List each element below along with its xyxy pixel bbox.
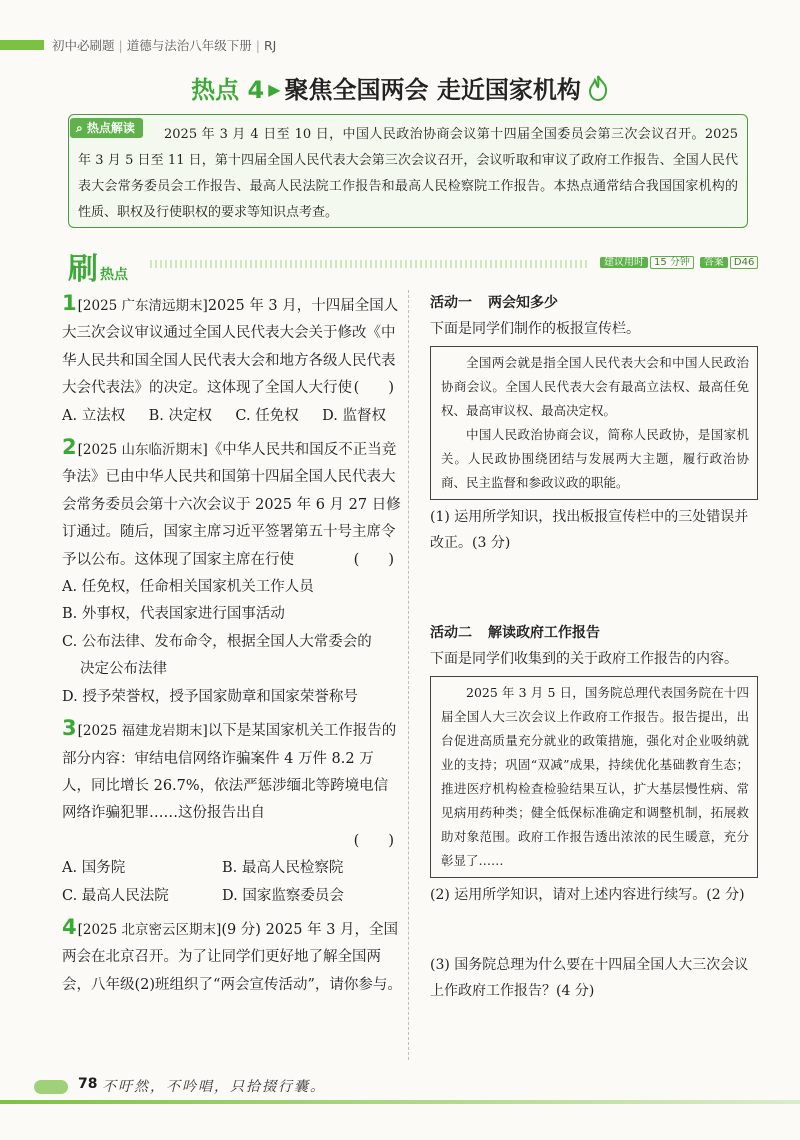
answer-space[interactable] [430, 556, 758, 620]
section-hatch [150, 260, 590, 268]
sub-question-3: (3) 国务院总理为什么要在十四届全国人大三次会议上作政府工作报告？(4 分) [430, 957, 749, 999]
subject-name: 道德与法治八年级下册 [126, 38, 252, 53]
question-source: [2025 北京密云区期末] [77, 921, 222, 938]
report-paragraph: 2025 年 3 月 5 日，国务院总理代表国务院在十四届全国人大三次会议上作政府工作报告。报告提出，出台促进高质量充分就业的政策措施，强化对企业吸纳就业的支持；巩固“双减”成果，持续优化基础教育生态；推进医疗机构检查检验结果互认，扩大基层慢性病、常见病用药种类；健全低保标准确定和调整机制，拓展救助对象范围。政府工作报告透出浓浓的民生暖意，充分彰显了…… [441, 685, 749, 868]
board-paragraph: 全国两会就是指全国人民代表大会和中国人民政治协商会议。全国人民代表大会有最高立法权、最高任免权、最高审议权、最高决定权。 [441, 355, 749, 418]
option-a[interactable]: A. 任免权，任命相关国家机关工作人员 [62, 579, 314, 596]
answer-page: D46 [730, 256, 758, 269]
question-source: [2025 山东临沂期末] [77, 442, 208, 459]
question-number: 3 [62, 716, 77, 741]
options [62, 403, 402, 430]
hot-label: 热点 4 [191, 76, 265, 104]
option-b[interactable]: B. 外事权，代表国家进行国事活动 [62, 606, 285, 623]
activity-1-intro: 下面是同学们制作的板报宣传栏。 [430, 321, 640, 337]
question-number: 1 [62, 291, 77, 315]
question-stem: 2025 年 3 月，十四届全国人大三次会议审议通过全国人民代表大会关于修改《中华人民共和国全国人民代表大会和地方各级人民代表大会代表法》的决定。这体现了全国人大行使 [62, 298, 399, 397]
brush-char: 刷 [68, 252, 98, 287]
option-a[interactable]: A. 国务院 [62, 860, 126, 877]
sub-question-1: (1) 运用所学知识，找出板报宣传栏中的三处错误并改正。(3 分) [430, 509, 749, 551]
option-a[interactable]: A. 立法权 [62, 407, 126, 424]
section-heading [68, 244, 128, 288]
sub-question-2: (2) 运用所学知识，请对上述内容进行续写。(2 分) [430, 887, 745, 903]
triangle-icon: ▶ [268, 80, 281, 99]
column-divider [408, 290, 409, 1060]
footer-decoration-icon [34, 1080, 68, 1094]
answer-space[interactable] [430, 908, 758, 952]
question-column-left [62, 290, 402, 999]
flame-icon [587, 75, 609, 107]
answer-label: 答案 [700, 257, 728, 268]
title-text: 聚焦全国两会 走近国家机构 [284, 76, 581, 104]
question-stem: 《中华人民共和国反不正当竞争法》已由中华人民共和国第十四届全国人民代表大会常务委员会第十六次会议于 2025 年 6 月 27 日修订通过。随后，国家主席习近平签署第五十号主席令予以公布。这体现了国家主席在行使 [62, 442, 401, 568]
question-4 [62, 914, 402, 999]
time-label: 建议用时 [600, 257, 648, 268]
question-stem: 以下是某国家机关工作报告的部分内容：审结电信网络诈骗案件 4 万件 8.2 万人，同比增长 26.7%，依法严惩涉缅北等跨境电信网络诈骗犯罪……这份报告出自 [62, 723, 397, 822]
question-2 [62, 434, 402, 711]
answer-paren: ( ) [353, 832, 394, 849]
intro-badge: ⌕ 热点解读 [70, 118, 143, 138]
series-name: 初中必刷题 [52, 38, 115, 53]
options [62, 855, 402, 910]
bulletin-board [430, 346, 758, 500]
footer-bar [0, 1100, 800, 1104]
edition-code: RJ [263, 38, 277, 53]
question-source: [2025 福建龙岩期末] [77, 723, 208, 740]
question-column-right [430, 290, 758, 1004]
option-c[interactable]: C. 公布法律、发布命令，根据全国人大常委会的 决定公布法律 [62, 633, 372, 678]
option-d[interactable]: D. 监督权 [322, 407, 386, 424]
running-header: 初中必刷题 | 道德与法治八年级下册 | RJ [52, 38, 277, 53]
question-3 [62, 715, 402, 910]
header-accent-bar [0, 40, 44, 50]
hot-char: 热点 [100, 267, 128, 283]
option-c[interactable]: C. 任免权 [235, 407, 299, 424]
question-source: [2025 广东清远期末] [77, 298, 208, 314]
activity-2-title: 活动二 解读政府工作报告 [430, 625, 600, 641]
page-title [0, 70, 800, 107]
option-c[interactable]: C. 最高人民法院 [62, 887, 169, 904]
option-b[interactable]: B. 决定权 [148, 407, 212, 424]
board-paragraph: 中国人民政治协商会议，简称人民政协，是国家机关。人民政协围绕团结与发展两大主题，履行政治协商、民主监督和参政议政的职能。 [441, 427, 749, 490]
answer-paren: ( ) [353, 551, 394, 568]
magnifier-icon: ⌕ [76, 121, 87, 135]
intro-text: 2025 年 3 月 4 日至 10 日，中国人民政治协商会议第十四届全国委员会第三次会议召开。2025 年 3 月 5 日至 11 日，第十四届全国人民代表大会第三次会议召开，会议听取和审议了政府工作报告、全国人民代表大会常务委员会工作报告、最高人民法院工作报告和最高人民检察院工作报告。本热点通常结合我国国家机构的性质、职权及行使职权的要求等知识点考查。 [78, 127, 738, 220]
question-stem: (9 分) 2025 年 3 月，全国两会在北京召开。为了让同学们更好地了解全国两会，八年级(2)班组织了“两会宣传活动”，请你参与。 [62, 921, 402, 993]
time-value: 15 分钟 [650, 256, 694, 269]
time-badge [600, 255, 758, 271]
activity-2-intro: 下面是同学们收集到的关于政府工作报告的内容。 [430, 651, 738, 667]
activity-1-title: 活动一 两会知多少 [430, 295, 558, 311]
option-d[interactable]: D. 国家监察委员会 [222, 887, 344, 904]
answer-paren: ( ) [353, 380, 394, 397]
option-d[interactable]: D. 授予荣誉权，授予国家勋章和国家荣誉称号 [62, 688, 358, 705]
option-b[interactable]: B. 最高人民检察院 [222, 860, 344, 877]
question-number: 2 [62, 435, 77, 460]
page-number: 78 [78, 1076, 98, 1092]
question-number: 4 [62, 914, 77, 939]
question-1 [62, 290, 402, 430]
report-excerpt [430, 676, 758, 878]
footer-motto: 不吁然，不吟唱，只拾掇行囊。 [102, 1079, 326, 1095]
